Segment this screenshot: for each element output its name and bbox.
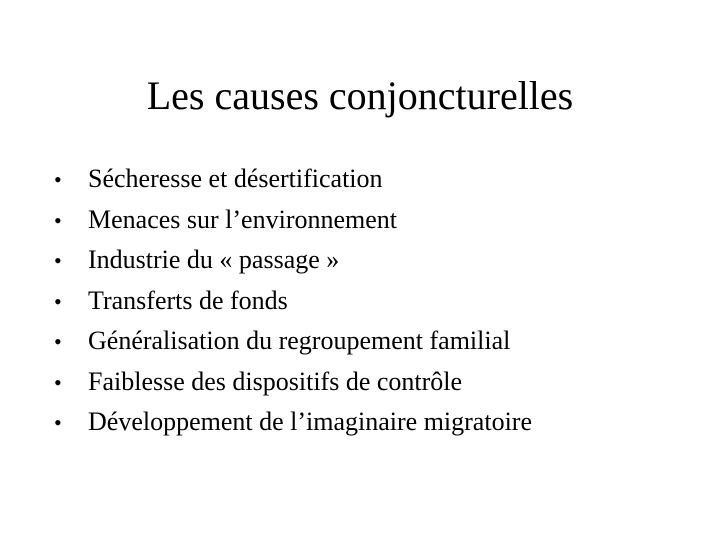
- list-item: [54, 321, 532, 362]
- list-item: [54, 362, 532, 403]
- list-item: [54, 402, 532, 443]
- bullet-icon: •: [54, 410, 62, 435]
- list-item: [54, 159, 532, 200]
- bullet-icon: •: [54, 167, 62, 192]
- bullet-text: Généralisation du regroupement familial: [88, 326, 511, 355]
- bullet-list: [54, 159, 532, 443]
- slide-title: Les causes conjoncturelles: [146, 73, 574, 118]
- bullet-icon: •: [54, 288, 62, 314]
- bullet-text: Développement de l’imaginaire migratoire: [88, 407, 532, 436]
- bullet-text: Faiblesse des dispositifs de contrôle: [88, 366, 463, 396]
- bullet-text: Sécheresse et désertification: [88, 164, 383, 193]
- bullet-text: Industrie du « passage »: [88, 245, 340, 274]
- bullet-icon: •: [54, 207, 62, 233]
- list-item: [54, 281, 532, 322]
- bullet-text: Menaces sur l’environnement: [88, 204, 398, 234]
- list-item: [54, 200, 532, 241]
- bullet-icon: •: [54, 329, 62, 354]
- list-item: [54, 240, 532, 281]
- bullet-text: Transferts de fonds: [88, 285, 288, 315]
- bullet-icon: •: [54, 369, 62, 395]
- bullet-icon: •: [54, 248, 62, 273]
